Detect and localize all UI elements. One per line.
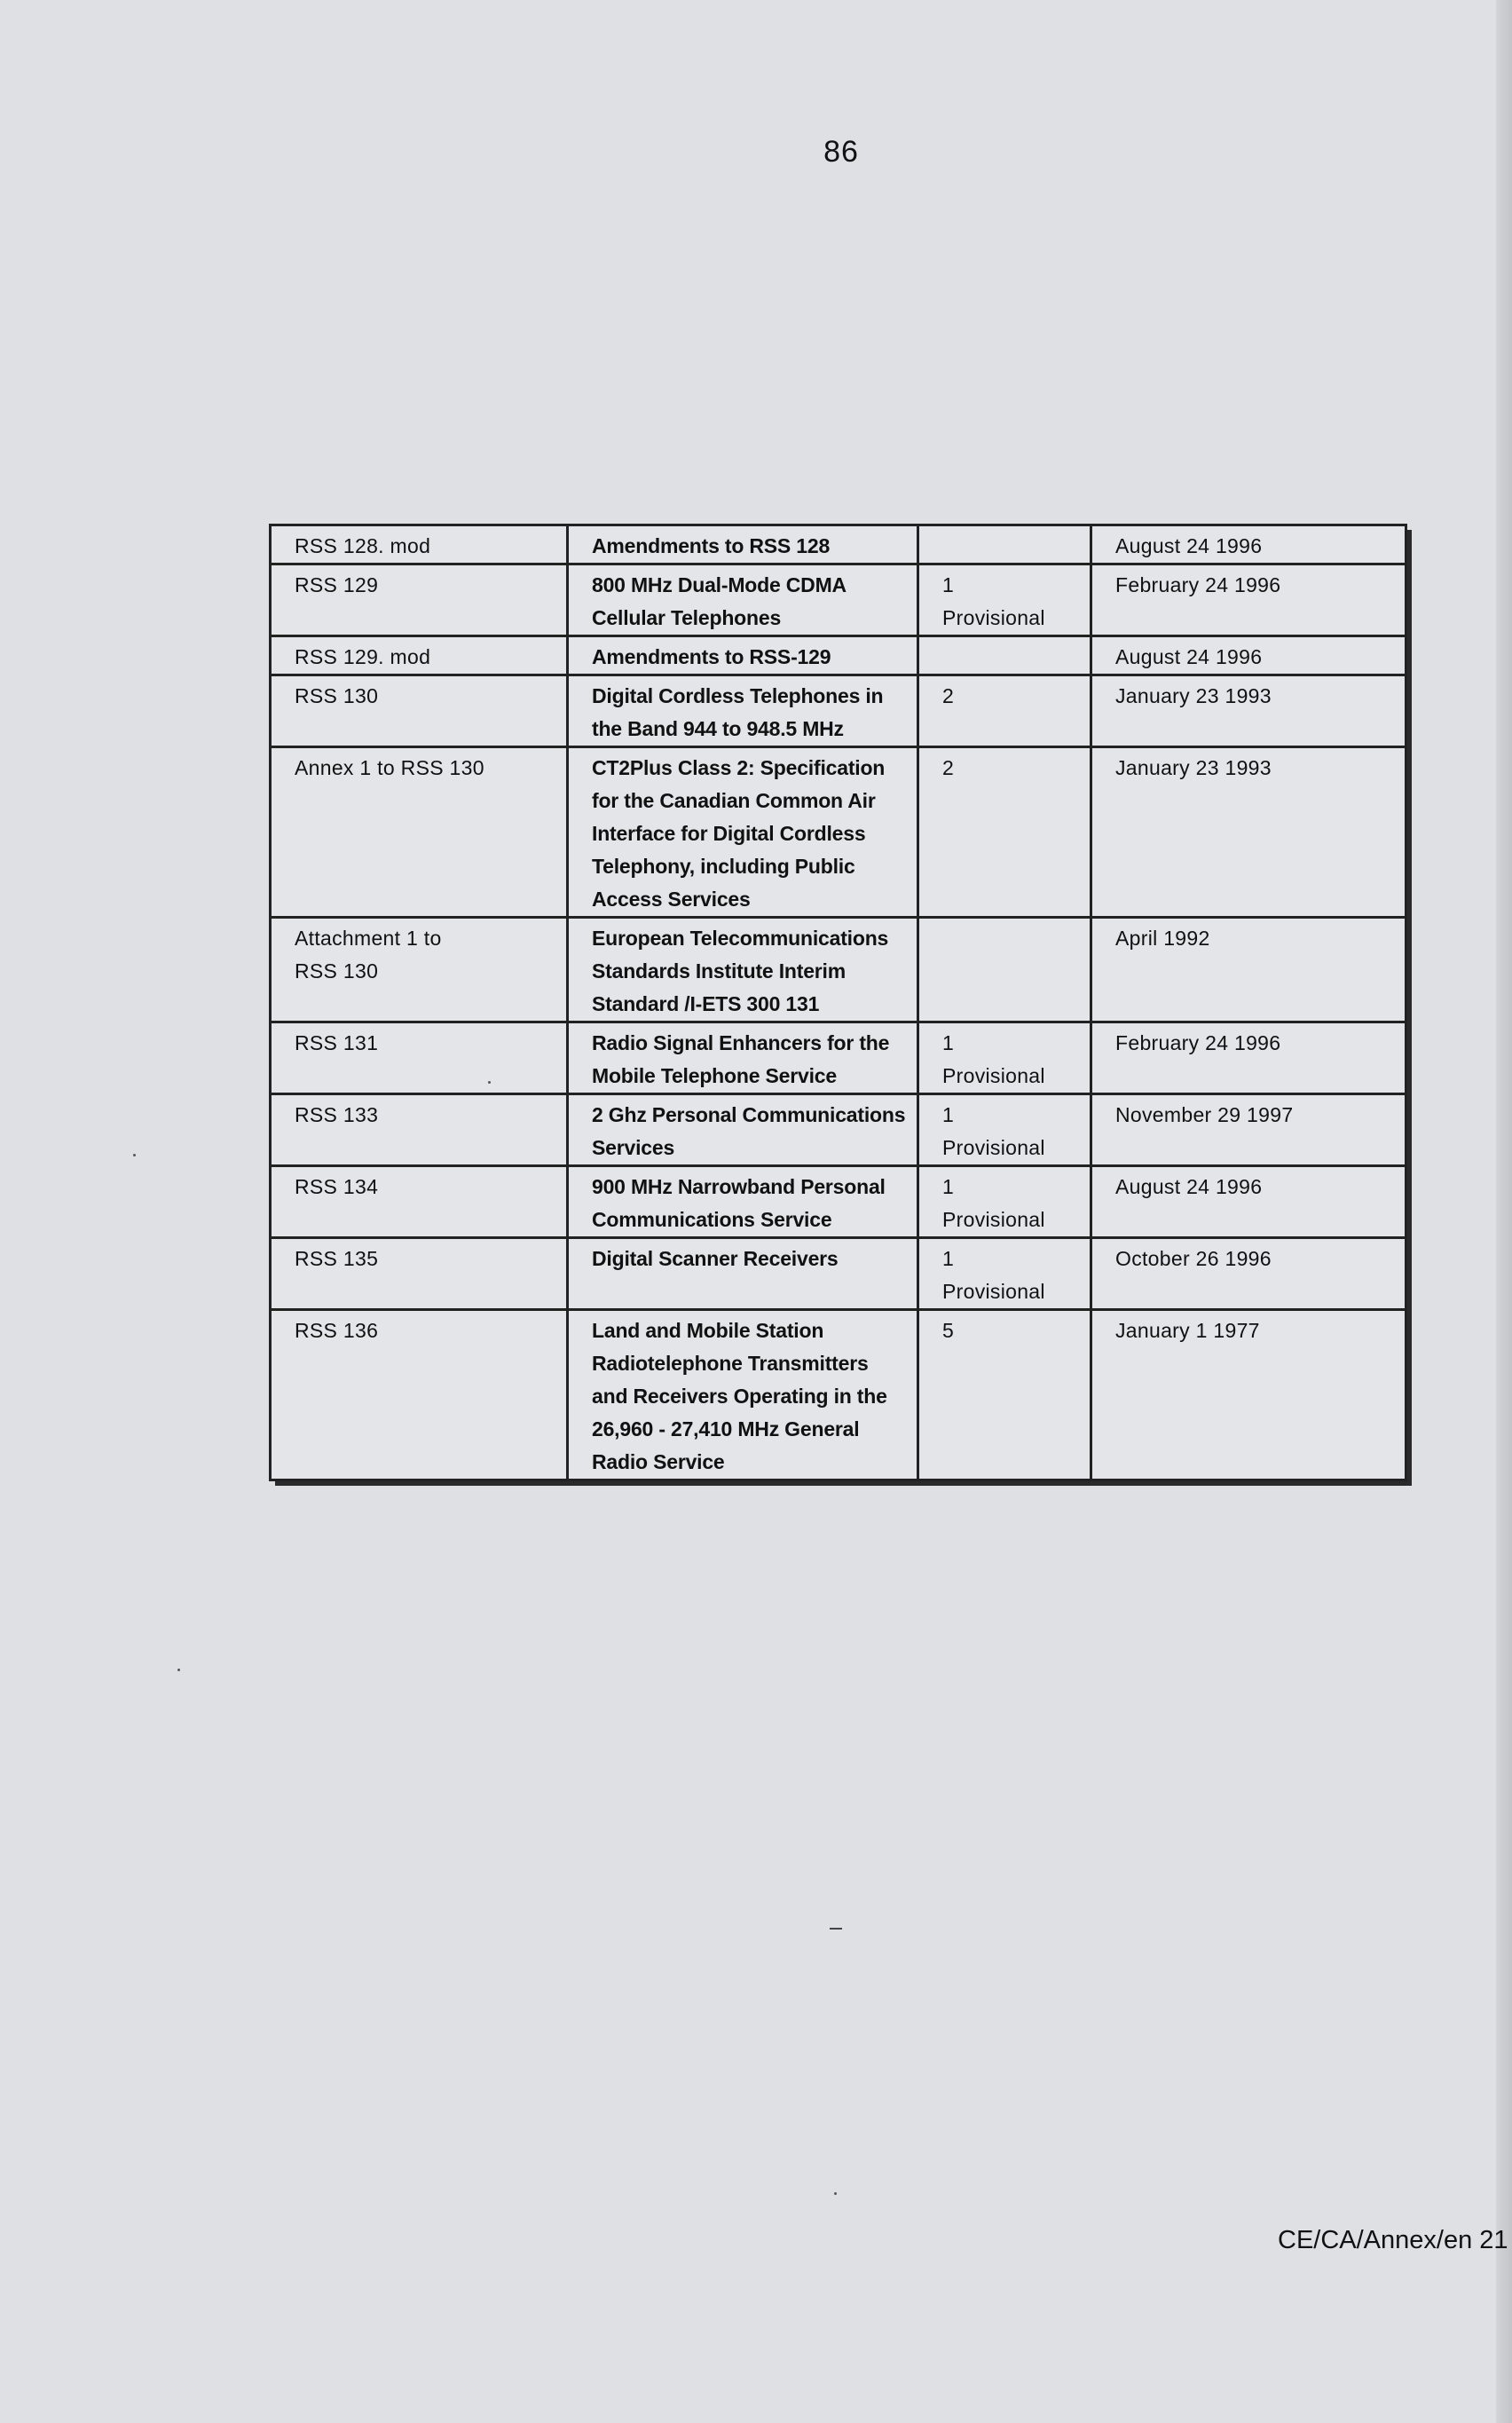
issue-cell: [918, 675, 1091, 747]
table-row: [271, 747, 1406, 918]
standard-cell-line: RSS 133: [295, 1103, 379, 1126]
issue-cell-line: Provisional: [942, 1208, 1045, 1231]
date-cell: [1091, 1022, 1406, 1094]
title-cell-line: 800 MHz Dual-Mode CDMA: [592, 573, 847, 596]
date-cell-line: August 24 1996: [1115, 534, 1263, 557]
issue-cell-line: 1: [942, 1031, 955, 1054]
table-row: [271, 636, 1406, 675]
issue-cell: [918, 747, 1091, 918]
date-cell: [1091, 1310, 1406, 1480]
title-cell-line: Radiotelephone Transmitters: [592, 1352, 869, 1375]
title-cell-line: 900 MHz Narrowband Personal: [592, 1175, 886, 1198]
standard-cell-line: RSS 131: [295, 1031, 379, 1054]
standard-cell: [271, 525, 568, 564]
scan-speck: [177, 1669, 180, 1671]
title-cell: [568, 1166, 918, 1238]
table-row: [271, 1238, 1406, 1310]
issue-cell-line: 5: [942, 1319, 955, 1342]
title-cell-line: for the Canadian Common Air: [592, 789, 876, 812]
title-cell-line: Access Services: [592, 888, 751, 911]
date-cell-line: October 26 1996: [1115, 1247, 1272, 1270]
date-cell: [1091, 636, 1406, 675]
issue-cell-line: 1: [942, 1175, 955, 1198]
date-cell-line: August 24 1996: [1115, 645, 1263, 668]
table-row: [271, 525, 1406, 564]
standard-cell: [271, 675, 568, 747]
issue-cell-line: 1: [942, 1103, 955, 1126]
title-cell-line: the Band 944 to 948.5 MHz: [592, 717, 844, 740]
document-reference: CE/CA/Annex/en 21: [1278, 2226, 1508, 2254]
title-cell: [568, 564, 918, 636]
title-cell: [568, 636, 918, 675]
title-cell-line: Radio Signal Enhancers for the: [592, 1031, 890, 1054]
title-cell-line: European Telecommunications: [592, 927, 889, 950]
issue-cell: [918, 564, 1091, 636]
scan-speck: [488, 1081, 491, 1084]
title-cell-line: and Receivers Operating in the: [592, 1385, 887, 1408]
issue-cell-line: Provisional: [942, 606, 1045, 629]
issue-cell-line: 2: [942, 684, 955, 707]
date-cell-line: January 1 1977: [1115, 1319, 1260, 1342]
title-cell: [568, 1310, 918, 1480]
standard-cell: [271, 636, 568, 675]
standard-cell-line: RSS 135: [295, 1247, 379, 1270]
title-cell-line: Amendments to RSS 128: [592, 534, 831, 557]
table-row: [271, 564, 1406, 636]
standard-cell-line: RSS 129: [295, 573, 379, 596]
title-cell-line: Amendments to RSS-129: [592, 645, 831, 668]
title-cell-line: Services: [592, 1136, 675, 1159]
issue-cell-line: Provisional: [942, 1064, 1045, 1087]
title-cell: [568, 675, 918, 747]
date-cell: [1091, 747, 1406, 918]
standard-cell-line: Annex 1 to RSS 130: [295, 756, 484, 779]
table-body: [271, 525, 1406, 1480]
issue-cell-line: 2: [942, 756, 955, 779]
date-cell-line: January 23 1993: [1115, 756, 1272, 779]
title-cell-line: Digital Cordless Telephones in: [592, 684, 884, 707]
standard-cell: [271, 747, 568, 918]
standard-cell-line: RSS 128. mod: [295, 534, 431, 557]
page-number: 86: [823, 135, 859, 169]
standard-cell: [271, 1166, 568, 1238]
standard-cell-line: RSS 134: [295, 1175, 379, 1198]
title-cell-line: Radio Service: [592, 1450, 725, 1473]
date-cell-line: February 24 1996: [1115, 1031, 1281, 1054]
issue-cell: [918, 1166, 1091, 1238]
standard-cell-line: RSS 136: [295, 1319, 379, 1342]
date-cell: [1091, 1166, 1406, 1238]
title-cell-line: CT2Plus Class 2: Specification: [592, 756, 886, 779]
title-cell-line: Mobile Telephone Service: [592, 1064, 837, 1087]
date-cell-line: February 24 1996: [1115, 573, 1281, 596]
date-cell: [1091, 525, 1406, 564]
table-row: [271, 1022, 1406, 1094]
table-row: [271, 1166, 1406, 1238]
table-row: [271, 1094, 1406, 1166]
page-edge-shadow: [1496, 0, 1512, 2423]
title-cell-line: Cellular Telephones: [592, 606, 782, 629]
title-cell: [568, 1238, 918, 1310]
title-cell-line: 26,960 - 27,410 MHz General: [592, 1417, 860, 1440]
table-row: [271, 918, 1406, 1022]
date-cell: [1091, 918, 1406, 1022]
scan-speck: [133, 1154, 136, 1156]
radio-standards-table: [269, 524, 1407, 1481]
title-cell-line: Standards Institute Interim: [592, 959, 846, 983]
issue-cell: [918, 1310, 1091, 1480]
date-cell-line: August 24 1996: [1115, 1175, 1263, 1198]
title-cell-line: Standard /I-ETS 300 131: [592, 992, 820, 1015]
title-cell: [568, 747, 918, 918]
issue-cell: [918, 1022, 1091, 1094]
issue-cell: [918, 1238, 1091, 1310]
title-cell-line: Telephony, including Public: [592, 855, 855, 878]
title-cell-line: 2 Ghz Personal Communications: [592, 1103, 906, 1126]
table-row: [271, 1310, 1406, 1480]
standard-cell: [271, 1022, 568, 1094]
standard-cell-line: RSS 130: [295, 684, 379, 707]
standard-cell: [271, 1238, 568, 1310]
date-cell: [1091, 1238, 1406, 1310]
title-cell: [568, 525, 918, 564]
standard-cell-line: Attachment 1 to: [295, 927, 442, 950]
standard-cell: [271, 918, 568, 1022]
issue-cell-line: Provisional: [942, 1136, 1045, 1159]
title-cell-line: Interface for Digital Cordless: [592, 822, 866, 845]
date-cell: [1091, 564, 1406, 636]
standard-cell: [271, 1094, 568, 1166]
scan-speck: [834, 2192, 837, 2195]
title-cell-line: Communications Service: [592, 1208, 832, 1231]
title-cell: [568, 1022, 918, 1094]
issue-cell: [918, 1094, 1091, 1166]
title-cell: [568, 918, 918, 1022]
issue-cell: [918, 525, 1091, 564]
standard-cell: [271, 564, 568, 636]
date-cell: [1091, 675, 1406, 747]
issue-cell-line: 1: [942, 573, 955, 596]
date-cell-line: April 1992: [1115, 927, 1210, 950]
stray-mark: [830, 1928, 842, 1930]
issue-cell: [918, 918, 1091, 1022]
standard-cell-line: RSS 130: [295, 959, 379, 983]
date-cell-line: November 29 1997: [1115, 1103, 1294, 1126]
issue-cell: [918, 636, 1091, 675]
date-cell: [1091, 1094, 1406, 1166]
title-cell-line: Digital Scanner Receivers: [592, 1247, 839, 1270]
table-row: [271, 675, 1406, 747]
title-cell-line: Land and Mobile Station: [592, 1319, 824, 1342]
issue-cell-line: Provisional: [942, 1280, 1045, 1303]
date-cell-line: January 23 1993: [1115, 684, 1272, 707]
standard-cell: [271, 1310, 568, 1480]
title-cell: [568, 1094, 918, 1166]
standard-cell-line: RSS 129. mod: [295, 645, 431, 668]
issue-cell-line: 1: [942, 1247, 955, 1270]
